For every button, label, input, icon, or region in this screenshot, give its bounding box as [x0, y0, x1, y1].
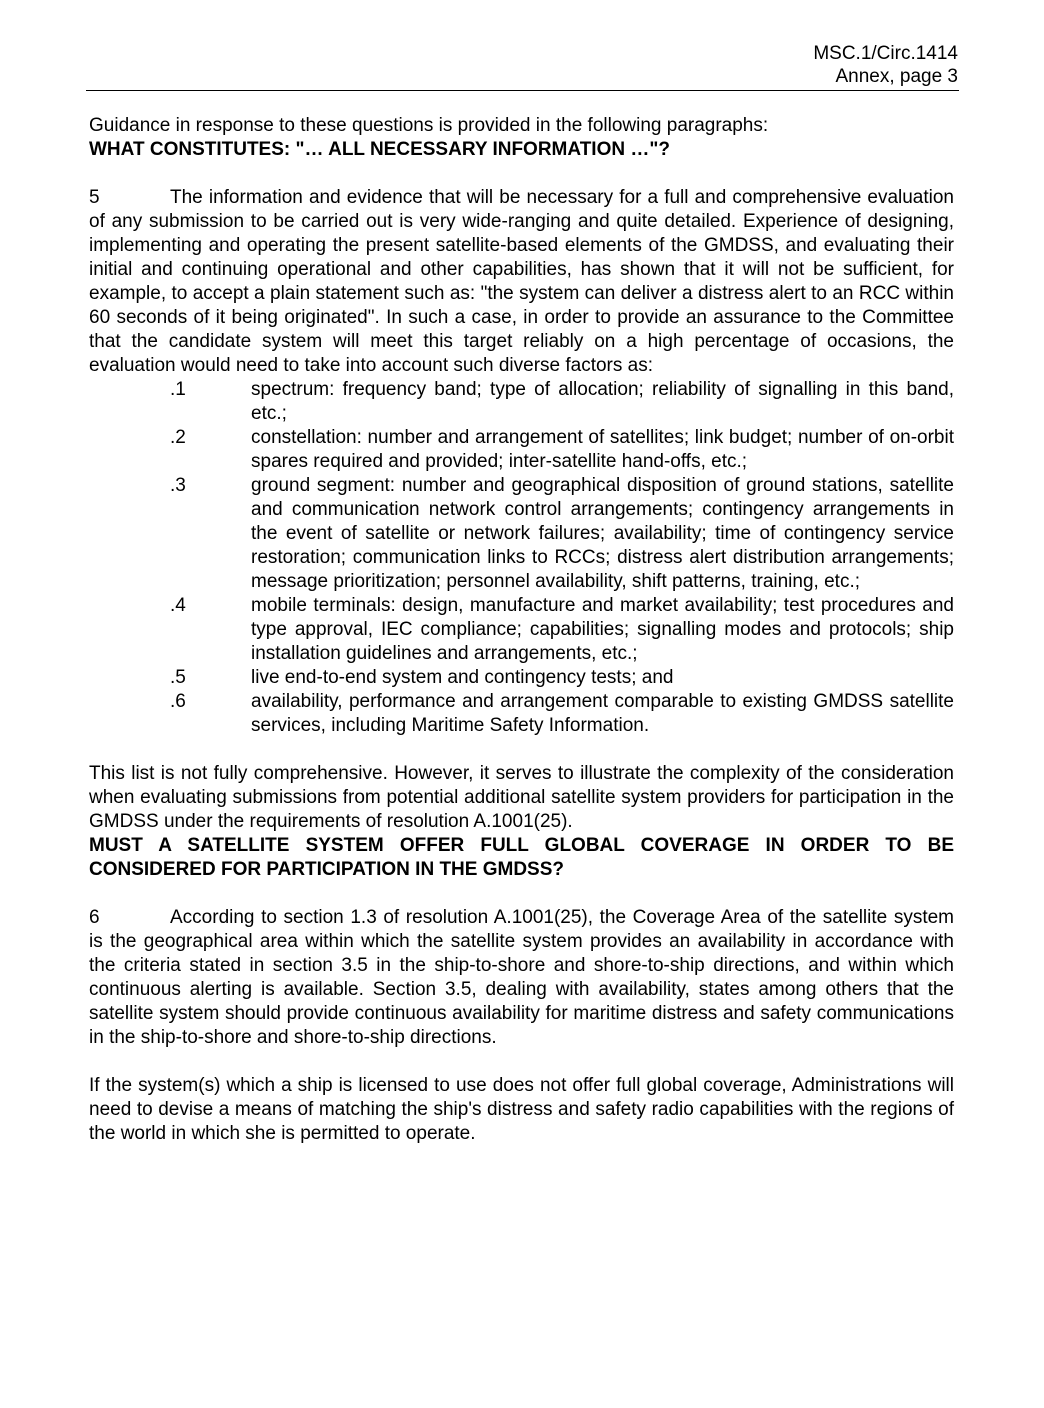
list-item	[89, 594, 954, 666]
list-item	[89, 378, 954, 426]
final-paragraph: If the system(s) which a ship is licensed to use does not offer full global coverage, Administrations will need to devise a means of matching the ship's distress and safety radio capabilities with the regions of the world in which she is permitted to operate.	[89, 1075, 954, 1144]
header-rule	[86, 90, 959, 91]
list-item-number: .3	[170, 475, 186, 496]
paragraph-5	[89, 186, 954, 378]
page-header	[88, 42, 958, 88]
document-reference: MSC.1/Circ.1414	[813, 43, 958, 64]
list-item	[89, 426, 954, 474]
list-item-number: .1	[170, 379, 186, 400]
list-item-text: ground segment: number and geographical disposition of ground stations, satellite and communication network control arrangements; contingency arrangements in the event of satellite or network failures; availability; time of contingency service restoration; communication links to RCCs; distress alert distribution arrangements; message prioritization; personnel availability, shift patterns, training, etc.;	[251, 475, 954, 592]
intro-paragraph: Guidance in response to these questions is provided in the following paragraphs:	[89, 115, 769, 136]
section-heading-global-coverage: MUST A SATELLITE SYSTEM OFFER FULL GLOBAL COVERAGE IN ORDER TO BE CONSIDERED FOR PARTICIPATION IN THE GMDSS?	[89, 835, 954, 880]
list-item-text: constellation: number and arrangement of satellites; link budget; number of on-orbit spares required and provided; inter-satellite hand-offs, etc.;	[251, 427, 954, 472]
list-item-text: mobile terminals: design, manufacture and market availability; test procedures and type approval, IEC compliance; capabilities; signalling modes and protocols; ship installation guidelines and arrangements, etc.;	[251, 595, 954, 664]
list-item	[89, 666, 954, 690]
list-item-number: .4	[170, 595, 186, 616]
list-item-number: .5	[170, 667, 186, 688]
paragraph-text: The information and evidence that will be necessary for a full and comprehensive evaluation of any submission to be carried out is very wide-ranging and quite detailed. Experience of designing, implementing and operating the present satellite-based elements of the GMDSS, and evaluating their initial and continuing operational and other capabilities, has shown that it will not be sufficient, for example, to accept a plain statement such as: "the system can deliver a distress alert to an RCC within 60 seconds of it being originated". In such a case, in order to provide an assurance to the Committee that the candidate system will meet this target reliably on a high percentage of occasions, the evaluation would need to take into account such diverse factors as:	[89, 187, 954, 376]
list-item	[89, 690, 954, 738]
paragraph-6	[89, 906, 954, 1050]
list-item-text: availability, performance and arrangement comparable to existing GMDSS satellite services, including Maritime Safety Information.	[251, 691, 954, 736]
paragraph-number: 5	[89, 187, 100, 208]
factors-list	[89, 378, 954, 738]
paragraph-number: 6	[89, 907, 100, 928]
section-heading-necessary-information: WHAT CONSTITUTES: "… ALL NECESSARY INFORMATION …"?	[89, 139, 670, 160]
list-item-text: live end-to-end system and contingency tests; and	[251, 667, 674, 688]
list-item-number: .2	[170, 427, 186, 448]
paragraph-text: According to section 1.3 of resolution A.1001(25), the Coverage Area of the satellite system is the geographical area within which the satellite system provides an availability in accordance with the criteria stated in section 3.5 in the ship-to-shore and shore-to-ship directions, and within which continuous alerting is available. Section 3.5, dealing with availability, states among others that the satellite system should provide continuous availability for maritime distress and safety communications in the ship-to-shore and shore-to-ship directions.	[89, 907, 954, 1048]
document-body	[89, 114, 954, 1146]
list-item-number: .6	[170, 691, 186, 712]
page-reference: Annex, page 3	[835, 66, 958, 87]
list-item	[89, 474, 954, 594]
list-note-paragraph: This list is not fully comprehensive. However, it serves to illustrate the complexity of the consideration when evaluating submissions from potential additional satellite system providers for participation in the GMDSS under the requirements of resolution A.1001(25).	[89, 763, 954, 832]
list-item-text: spectrum: frequency band; type of allocation; reliability of signalling in this band, etc.;	[251, 379, 954, 424]
